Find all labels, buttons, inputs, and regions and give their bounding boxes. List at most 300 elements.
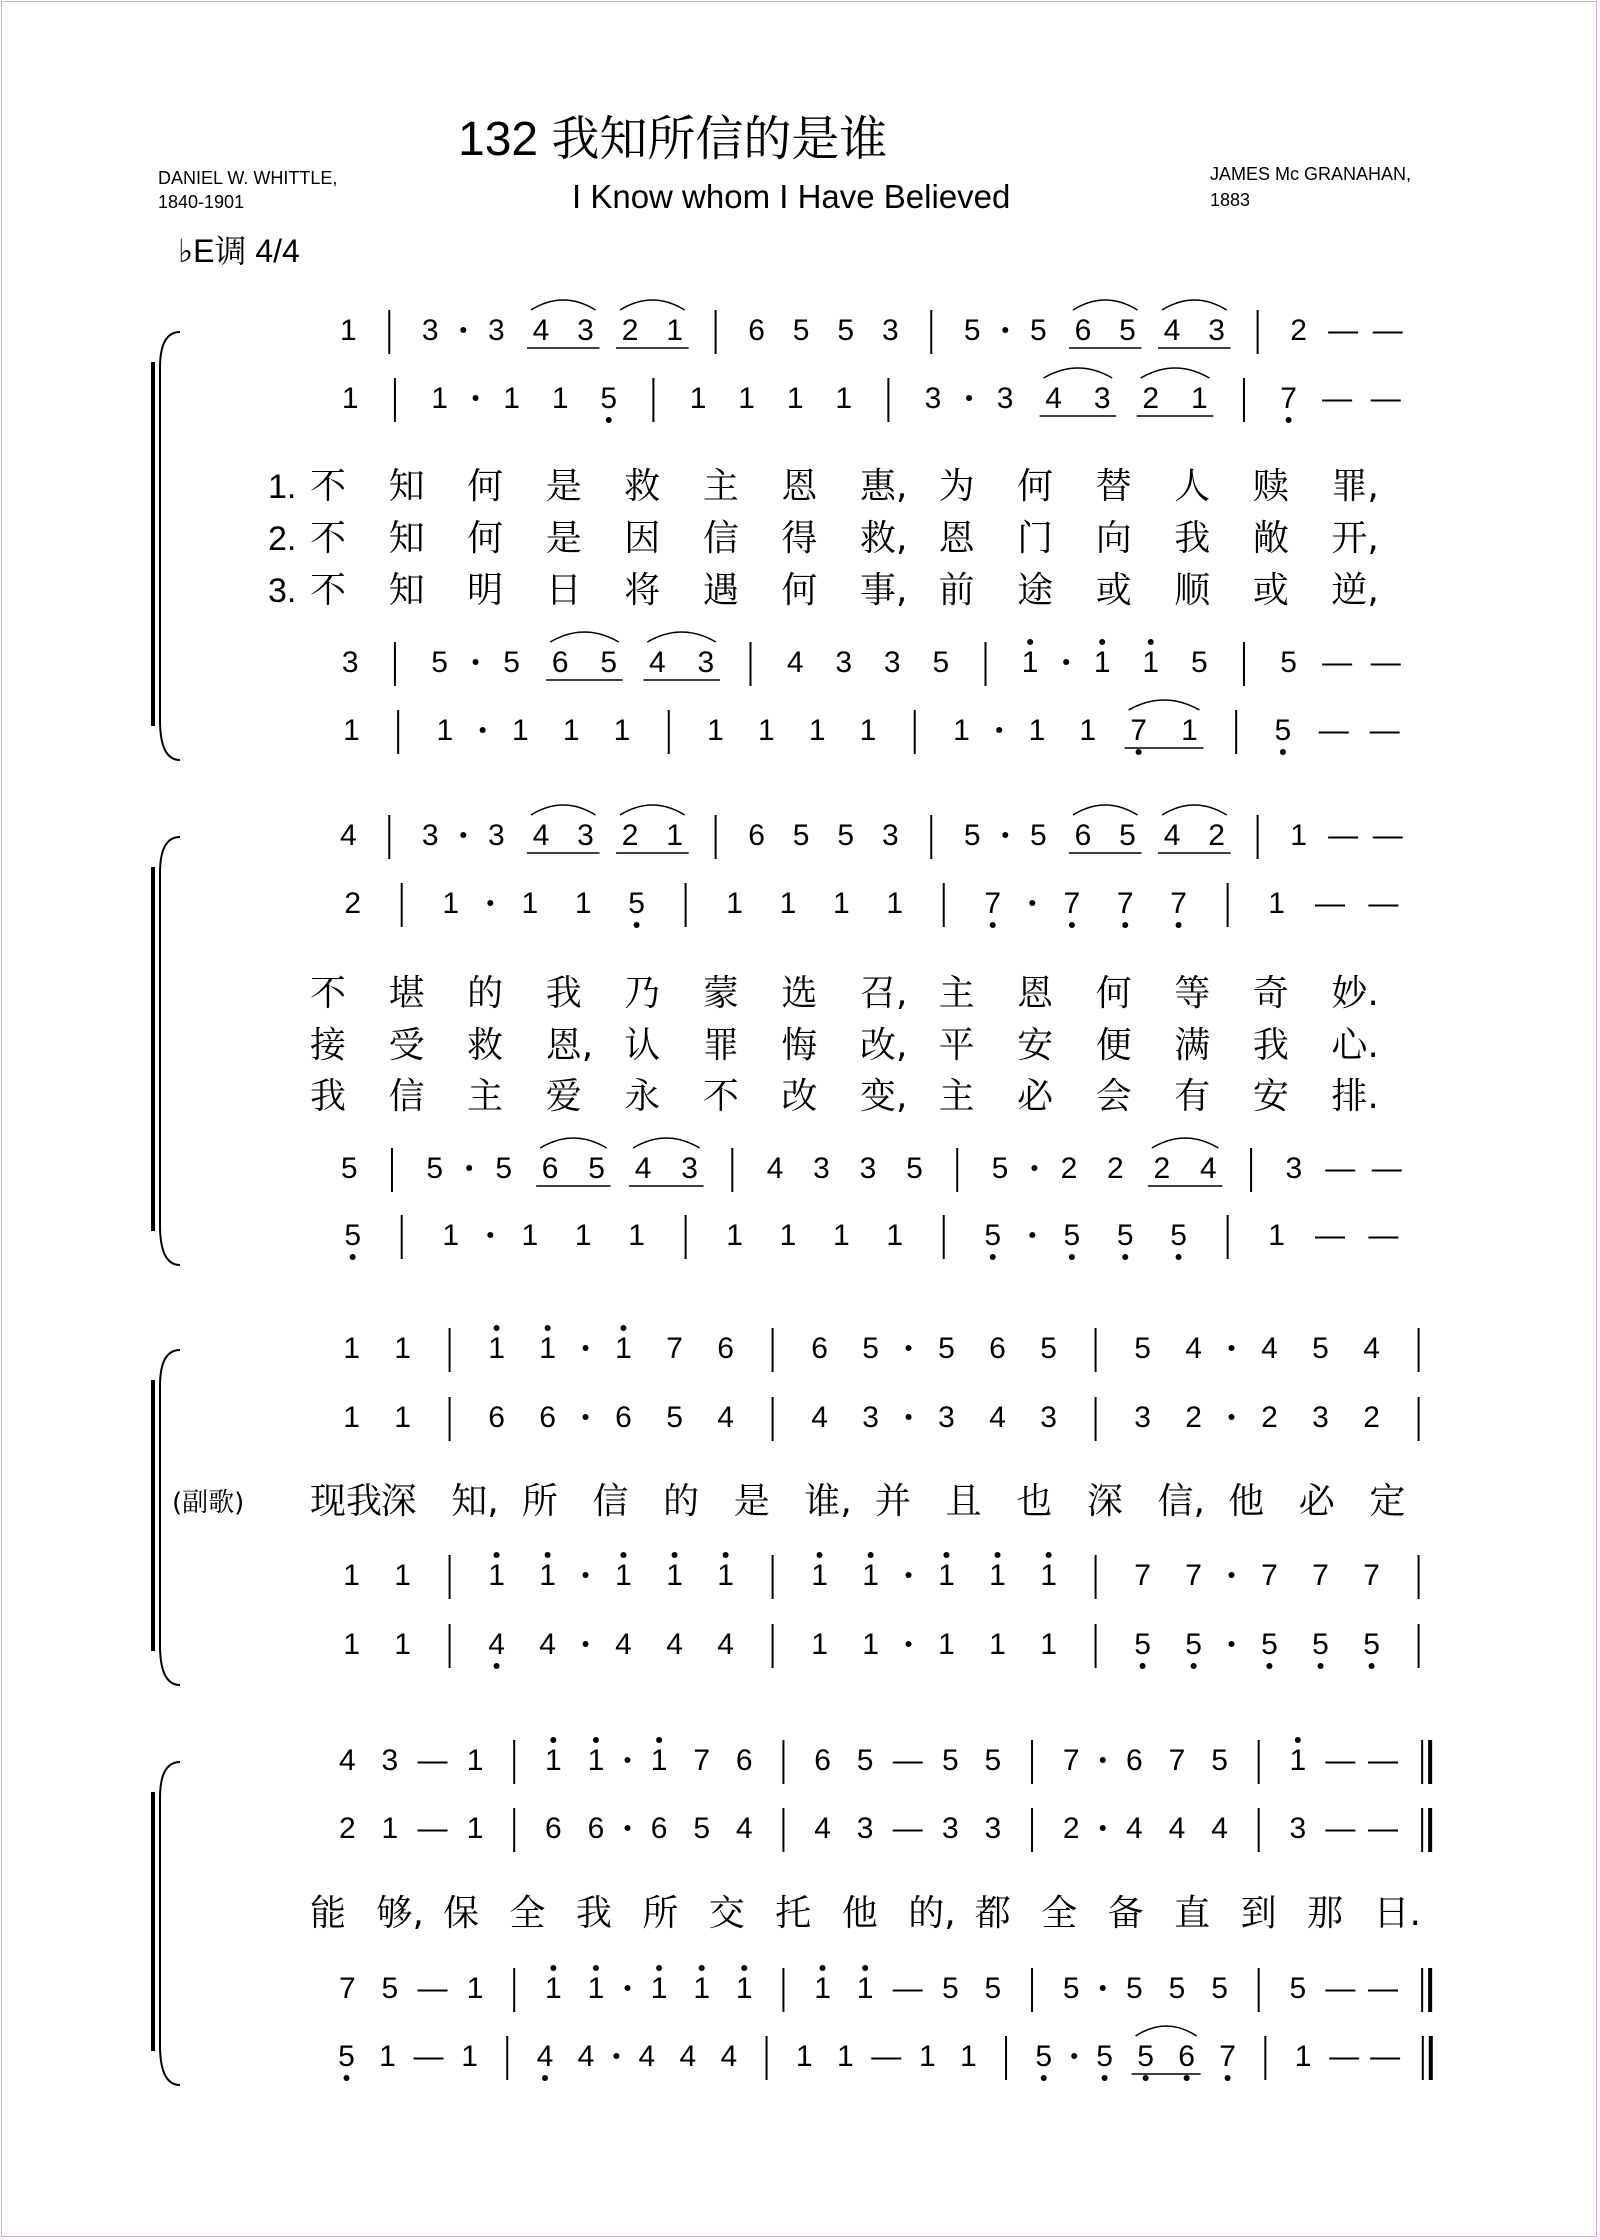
note: 3 (883, 646, 901, 679)
dash: — (1368, 1219, 1399, 1252)
note: 5 (1040, 1332, 1057, 1365)
lyric-syllable: 他 (1228, 1481, 1265, 1522)
note: 1 (832, 1219, 850, 1252)
note: 4 (648, 646, 666, 679)
part-row-2 (344, 883, 1398, 928)
part-row-1 (340, 805, 1403, 859)
note: 7 (1063, 887, 1081, 920)
note: 1 (779, 1219, 797, 1252)
high-octave-dot (494, 1552, 500, 1558)
dash: — (871, 2040, 902, 2073)
note: 1 (521, 1219, 539, 1252)
lyric-syllable: 何 (467, 518, 504, 559)
note: 2 (1363, 1401, 1380, 1434)
note: 1 (726, 887, 743, 920)
low-octave-dot (344, 2075, 350, 2081)
note: 1 (1190, 382, 1208, 415)
note: 1 (835, 382, 853, 415)
augmentation-dot (906, 1414, 912, 1420)
note: 6 (541, 1152, 559, 1185)
system-bracket (160, 332, 180, 760)
augmentation-dot (613, 2053, 619, 2059)
note: 3 (381, 1744, 399, 1777)
lyric-syllable: 并 (875, 1481, 912, 1522)
note: 3 (421, 819, 439, 852)
dash: — (1367, 1972, 1398, 2005)
note: 1 (859, 714, 877, 747)
note: 5 (381, 1972, 399, 2005)
dash: — (892, 1744, 923, 1777)
augmentation-dot (625, 1825, 631, 1831)
low-octave-dot (1286, 417, 1292, 423)
note: 2 (1060, 1152, 1078, 1185)
note: 3 (881, 314, 899, 347)
dash: — (1369, 714, 1400, 747)
lyric-syllable: 何 (1017, 466, 1054, 507)
lyric-syllable: 全 (509, 1893, 546, 1934)
dash: — (892, 1812, 923, 1845)
lyric-syllable: 向 (1095, 518, 1132, 559)
note: 4 (532, 314, 550, 347)
note: 1 (628, 1219, 645, 1252)
low-octave-dot (542, 2075, 548, 2081)
dash: — (1322, 382, 1353, 415)
slur (1141, 368, 1210, 378)
lyric-syllable: 不 (310, 466, 347, 507)
lyric-syllable: 是 (545, 518, 582, 559)
low-octave-dot (1318, 1663, 1324, 1669)
part-row-1 (339, 1737, 1430, 1784)
dash: — (1314, 887, 1345, 920)
lyric-syllable: 我 (575, 1893, 612, 1934)
lyric-syllable: 不 (310, 570, 347, 611)
score-system-1 (153, 300, 1403, 760)
augmentation-dot (906, 1641, 912, 1647)
note: 1 (1028, 714, 1046, 747)
augmentation-dot (1031, 1165, 1037, 1171)
augmentation-dot (1029, 900, 1035, 906)
augmentation-dot (1100, 1825, 1106, 1831)
lyricist-years: 1840-1901 (158, 192, 245, 212)
lyric-syllable: 到 (1240, 1893, 1277, 1934)
part-row-3 (341, 1138, 1402, 1192)
note: 1 (779, 887, 797, 920)
low-octave-dot (1122, 922, 1128, 928)
dash: — (1322, 646, 1353, 679)
note: 5 (1280, 646, 1297, 679)
high-octave-dot (817, 1552, 823, 1558)
lyric-syllable: 托 (775, 1893, 812, 1934)
note: 4 (1363, 1332, 1380, 1365)
note: 1 (466, 1744, 484, 1777)
note: 7 (1062, 1744, 1080, 1777)
dash: — (1328, 819, 1359, 852)
lyric-syllable: 或 (1252, 570, 1289, 611)
note: 1 (717, 1559, 734, 1592)
verse-number: 3. (268, 572, 297, 610)
note: 4 (814, 1812, 831, 1845)
lyric-syllable: 不 (702, 1076, 739, 1117)
augmentation-dot (487, 1232, 493, 1238)
note: 6 (748, 314, 765, 347)
note: 1 (1142, 646, 1160, 679)
note: 5 (1274, 714, 1292, 747)
low-octave-dot (1176, 1254, 1182, 1260)
lyric-syllable: 等 (1174, 973, 1211, 1014)
high-octave-dot (943, 1552, 949, 1558)
high-octave-dot (550, 1737, 556, 1743)
note: 1 (394, 1332, 411, 1365)
note: 5 (666, 1401, 683, 1434)
lyric-syllable: 罪 (702, 1025, 739, 1066)
note: 1 (862, 1628, 879, 1661)
high-octave-dot (620, 1552, 626, 1558)
lyric-syllable: 现我 (310, 1481, 383, 1522)
note: 3 (859, 1152, 877, 1185)
note: 4 (1045, 382, 1062, 415)
lyric-syllable: 知, (451, 1481, 499, 1522)
note: 5 (693, 1812, 711, 1845)
note: 5 (837, 314, 855, 347)
note: 6 (539, 1401, 556, 1434)
augmentation-dot (1100, 1985, 1106, 1991)
note: 4 (539, 1628, 556, 1661)
note: 1 (461, 2040, 478, 2073)
slur (1162, 300, 1227, 310)
lyric-line-1 (310, 1481, 1405, 1522)
note: 6 (814, 1744, 831, 1777)
note: 1 (379, 2040, 396, 2073)
note: 6 (1074, 314, 1092, 347)
note: 5 (431, 646, 448, 679)
high-octave-dot (545, 1552, 551, 1558)
low-octave-dot (990, 922, 996, 928)
lyric-syllable: 有 (1174, 1076, 1211, 1117)
note: 5 (588, 1152, 605, 1185)
note: 5 (984, 1219, 1002, 1252)
lyric-syllable: 保 (442, 1893, 479, 1934)
lyric-line-2 (268, 518, 1379, 559)
note: 3 (813, 1152, 830, 1185)
note: 1 (394, 1628, 411, 1661)
note: 5 (1062, 1972, 1080, 2005)
note: 1 (836, 2040, 854, 2073)
augmentation-dot (487, 900, 493, 906)
lyric-syllable: 我 (1174, 518, 1211, 559)
lyricist-name: DANIEL W. WHITTLE, (158, 168, 338, 188)
lyric-syllable: 乃 (624, 973, 661, 1014)
lyric-syllable: 恩 (938, 518, 975, 559)
lyric-syllable: 安 (1017, 1025, 1054, 1066)
note: 5 (792, 314, 810, 347)
high-octave-dot (620, 1325, 626, 1331)
note: 1 (442, 1219, 460, 1252)
note: 4 (1126, 1812, 1143, 1845)
lyric-syllable: 开, (1331, 518, 1379, 559)
note: 5 (963, 819, 981, 852)
augmentation-dot (473, 659, 479, 665)
note: 5 (1211, 1744, 1228, 1777)
augmentation-dot (583, 1414, 589, 1420)
slur (1073, 805, 1138, 815)
lyric-syllable: 排. (1331, 1076, 1379, 1117)
high-octave-dot (995, 1552, 1001, 1558)
note: 4 (717, 1401, 734, 1434)
note: 4 (577, 2040, 595, 2073)
part-row-2 (342, 368, 1401, 423)
note: 7 (1168, 1744, 1186, 1777)
composer-name: JAMES Mc GRANAHAN, (1210, 164, 1412, 184)
note: 1 (886, 887, 904, 920)
note: 1 (615, 1332, 632, 1365)
part-row-3 (343, 1552, 1418, 1599)
note: 7 (1219, 2040, 1236, 2073)
dash: — (1318, 714, 1349, 747)
note: 2 (1208, 819, 1225, 852)
part-row-4 (343, 1624, 1418, 1669)
augmentation-dot (996, 727, 1002, 733)
note: 3 (681, 1152, 698, 1185)
note: 7 (1261, 1559, 1278, 1592)
note: 4 (1211, 1812, 1228, 1845)
note: 1 (938, 1559, 955, 1592)
note: 5 (906, 1152, 923, 1185)
lyric-syllable: 不 (310, 973, 347, 1014)
lyric-syllable: 谁, (804, 1481, 852, 1522)
note: 3 (1312, 1401, 1329, 1434)
lyric-syllable: 知 (388, 466, 425, 507)
score-system-2 (153, 805, 1403, 1265)
note: 5 (1289, 1972, 1307, 2005)
note: 5 (1119, 819, 1136, 852)
high-octave-dot (723, 1552, 729, 1558)
note: 4 (1261, 1332, 1278, 1365)
note: 3 (1289, 1812, 1307, 1845)
lyric-syllable: 日 (545, 570, 582, 611)
dash: — (413, 2040, 444, 2073)
note: 3 (924, 382, 942, 415)
note: 1 (735, 1972, 753, 2005)
note: 1 (1079, 714, 1097, 747)
lyric-syllable: 认 (624, 1025, 661, 1066)
lyric-syllable: 我 (310, 1076, 347, 1117)
note: 1 (989, 1559, 1006, 1592)
low-octave-dot (1122, 1254, 1128, 1260)
note: 1 (394, 1401, 411, 1434)
note: 4 (786, 646, 804, 679)
dash: — (1328, 314, 1359, 347)
note: 1 (574, 1219, 592, 1252)
note: 4 (989, 1401, 1006, 1434)
low-octave-dot (990, 1254, 996, 1260)
high-octave-dot (1099, 639, 1105, 645)
low-octave-dot (350, 1254, 356, 1260)
augmentation-dot (1029, 1232, 1035, 1238)
lyric-syllable: 的 (663, 1481, 700, 1522)
dash: — (1372, 819, 1403, 852)
lyric-syllable: 堪 (388, 973, 425, 1014)
lyric-syllable: 逆, (1331, 570, 1379, 611)
note: 5 (862, 1332, 879, 1365)
lyric-syllable: 日. (1373, 1893, 1421, 1934)
lyric-syllable: 安 (1252, 1076, 1289, 1117)
slur (550, 632, 619, 642)
note: 1 (959, 2040, 977, 2073)
lyric-syllable: 定 (1369, 1481, 1406, 1522)
note: 4 (1163, 314, 1181, 347)
score-system-4 (153, 1737, 1431, 2085)
note: 1 (1021, 646, 1039, 679)
lyric-syllable: 事, (860, 570, 908, 611)
lyric-line-3 (310, 1076, 1379, 1117)
low-octave-dot (1102, 2075, 1108, 2081)
augmentation-dot (1100, 1757, 1106, 1763)
dash: — (1329, 2040, 1360, 2073)
note: 1 (551, 382, 569, 415)
note: 1 (666, 314, 683, 347)
note: 2 (1062, 1812, 1080, 1845)
lyric-syllable: 必 (1017, 1076, 1054, 1117)
note: 5 (984, 1744, 1002, 1777)
augmentation-dot (466, 1165, 472, 1171)
note: 3 (1040, 1401, 1057, 1434)
part-row-3 (339, 1965, 1430, 2012)
note: 4 (717, 1628, 734, 1661)
note: 1 (814, 1972, 831, 2005)
augmentation-dot (1071, 2053, 1077, 2059)
system-bracket (160, 837, 180, 1265)
augmentation-dot (1002, 832, 1008, 838)
lyric-syllable: 主 (938, 1076, 975, 1117)
dash: — (1314, 1219, 1345, 1252)
lyric-syllable: 够, (376, 1893, 424, 1934)
note: 1 (339, 314, 357, 347)
dash: — (1368, 887, 1399, 920)
note: 3 (1093, 382, 1111, 415)
note: 4 (679, 2040, 697, 2073)
note: 5 (1119, 314, 1136, 347)
note: 6 (544, 1812, 562, 1845)
note: 1 (539, 1559, 556, 1592)
note: 1 (1040, 1628, 1057, 1661)
note: 5 (856, 1744, 874, 1777)
augmentation-dot (583, 1572, 589, 1578)
dash: — (1325, 1812, 1356, 1845)
dash: — (1325, 1152, 1356, 1185)
note: 3 (862, 1401, 879, 1434)
note: 7 (1185, 1559, 1202, 1592)
part-row-4 (343, 700, 1400, 755)
high-octave-dot (494, 1325, 500, 1331)
augmentation-dot (906, 1345, 912, 1351)
note: 5 (1096, 2040, 1113, 2073)
lyric-syllable: 救, (860, 518, 908, 559)
dash: — (1325, 1972, 1356, 2005)
high-octave-dot (593, 1737, 599, 1743)
part-row-4 (338, 2026, 1431, 2081)
note: 1 (918, 2040, 936, 2073)
note: 2 (344, 887, 362, 920)
note: 1 (544, 1972, 562, 2005)
lyric-line-1 (310, 1893, 1421, 1934)
lyric-syllable: 何 (467, 466, 504, 507)
lyric-syllable: 主 (702, 466, 739, 507)
note: 5 (1190, 646, 1208, 679)
note: 3 (835, 646, 853, 679)
note: 3 (341, 646, 359, 679)
note: 7 (1116, 887, 1134, 920)
note: 5 (932, 646, 950, 679)
note: 1 (574, 887, 592, 920)
note: 4 (615, 1628, 632, 1661)
note: 4 (766, 1152, 784, 1185)
note: 1 (587, 1744, 605, 1777)
low-octave-dot (1184, 2075, 1190, 2081)
note: 7 (1312, 1559, 1329, 1592)
lyric-syllable: 的 (467, 973, 504, 1014)
note: 7 (338, 1972, 356, 2005)
high-octave-dot (862, 1965, 868, 1971)
high-octave-dot (699, 1965, 705, 1971)
note: 1 (341, 382, 359, 415)
lyric-syllable: 满 (1174, 1025, 1211, 1066)
lyric-line-2 (310, 1025, 1379, 1066)
lyric-syllable: 深 (1086, 1481, 1123, 1522)
note: 1 (436, 714, 454, 747)
lyric-syllable: 救 (467, 1025, 504, 1066)
note: 5 (1134, 1332, 1151, 1365)
augmentation-dot (906, 1572, 912, 1578)
lyric-syllable: 且 (945, 1481, 982, 1522)
lyric-syllable: 交 (708, 1893, 745, 1934)
lyric-syllable: 爱 (545, 1076, 582, 1117)
note: 5 (941, 1744, 959, 1777)
note: 1 (431, 382, 448, 415)
high-octave-dot (656, 1737, 662, 1743)
note: 3 (697, 646, 715, 679)
lyric-syllable: 得 (781, 518, 818, 559)
lyric-syllable: 妙. (1331, 973, 1379, 1014)
low-octave-dot (1176, 922, 1182, 928)
lyric-syllable: 不 (310, 518, 347, 559)
lyric-syllable: 救 (624, 466, 661, 507)
note: 5 (426, 1152, 444, 1185)
lyric-syllable: 会 (1095, 1076, 1132, 1117)
note: 5 (1116, 1219, 1134, 1252)
note: 5 (600, 646, 618, 679)
slur (540, 1138, 606, 1148)
lyric-syllable: 恩 (781, 466, 818, 507)
lyric-syllable: 前 (938, 570, 975, 611)
verse-number: 2. (268, 520, 297, 558)
note: 1 (707, 714, 724, 747)
lyric-syllable: 悔 (781, 1025, 818, 1066)
high-octave-dot (1046, 1552, 1052, 1558)
low-octave-dot (1280, 749, 1286, 755)
lyric-syllable: 他 (841, 1893, 878, 1934)
lyric-syllable: 信, (1157, 1481, 1205, 1522)
system-bracket (160, 1762, 180, 2085)
note: 5 (941, 1972, 959, 2005)
lyric-syllable: 何 (1095, 973, 1132, 1014)
note: 3 (577, 819, 594, 852)
note: 1 (511, 714, 529, 747)
key-signature: ♭E调 4/4 (178, 233, 300, 269)
lyric-syllable: 赎 (1252, 466, 1289, 507)
lyric-syllable: 我 (545, 973, 582, 1014)
note: 2 (621, 314, 639, 347)
hymn-subtitle: I Know whom I Have Believed (572, 178, 1011, 215)
